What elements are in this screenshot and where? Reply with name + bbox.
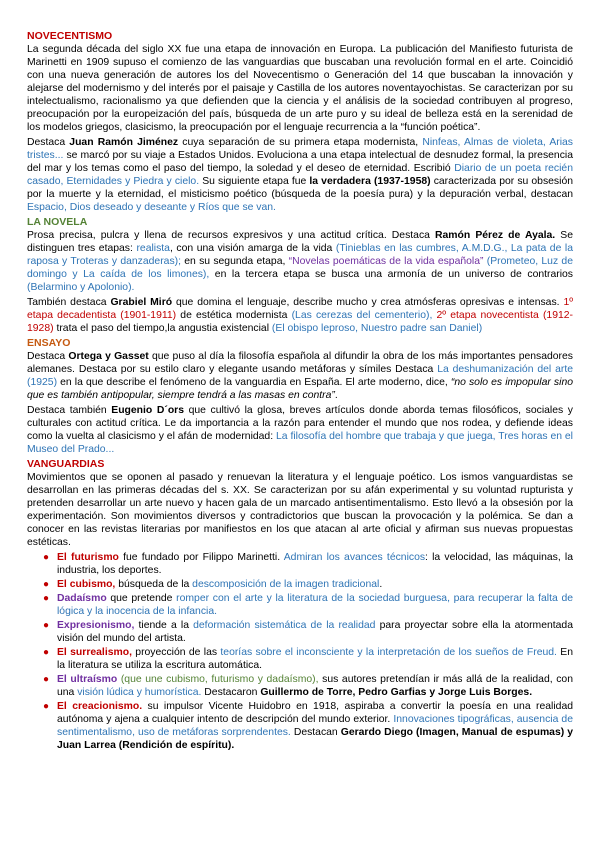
text: Destacaron (201, 687, 261, 698)
works-title: (Las cerezas del cementerio), (291, 310, 433, 321)
text: . (379, 579, 383, 590)
text: en su segunda etapa, (181, 256, 289, 267)
text: proyección de las (131, 647, 221, 658)
text: búsqueda de la (115, 579, 193, 590)
author-name: Eugenio D´ors (111, 405, 184, 416)
text: sus autores pretendían ir más allá de la realidad, con una (57, 674, 573, 698)
works-title: Espacio, Dios deseado y deseante y Ríos que se van. (27, 202, 276, 213)
paragraph-perez-de-ayala (27, 229, 573, 294)
bullet-icon: ● (43, 620, 50, 631)
text: en la tercera etapa se busca una armonía de un universo de contrarios (209, 269, 573, 280)
text: se marcó por su viaje a Estados Unidos. Evoluciona a una etapa intelectual de desnudez formal, la presencia del mar y los temas como el paso del tiempo, la soledad y el deseo de eternidad. Escribió (27, 150, 573, 174)
authors: Gerardo Diego (Imagen, Manual de espumas) y Juan Larrea (Rendición de espíritu). (57, 727, 573, 751)
movement-name: El futurismo (57, 552, 119, 563)
works-title: Diario de un poeta recién casado, Eternidades y Piedra y cielo. (27, 163, 573, 187)
movement-name: El cubismo, (57, 579, 116, 590)
key-idea: romper con el arte y la literatura de la sociedad burguesa, para recuperar la falta de lógica y la inocencia de la infancia. (57, 593, 573, 617)
heading-la-novela: LA NOVELA (27, 216, 88, 228)
text: , con una visión amarga de la vida (169, 243, 336, 254)
text: que pretende (106, 593, 177, 604)
stage-name: 2º etapa novecentista (1912-1928) (27, 310, 573, 334)
list-item (43, 673, 573, 699)
text: que cultivó la glosa, breves artículos donde aborda temas filosóficos, sociales y culturales con actitud crítica. Le da importancia a la razón para entender el mundo que nos rodea, y defiende ideas como la vuelta al clasicismo y el afán de modernidad: (27, 405, 573, 442)
key-idea: descomposición de la imagen tradicional (192, 579, 380, 590)
key-idea: Innovaciones tipográficas, ausencia de sentimentalismo, uso de metáforas sorprendentes. (57, 714, 573, 738)
author-name: Grabiel Miró (110, 297, 173, 308)
text: Destacan (290, 727, 341, 738)
works-title: La filosofía del hombre que trabaja y que juega, Tres horas en el Museo del Prado... (27, 431, 573, 455)
bullet-icon: ● (43, 701, 50, 712)
list-item (43, 551, 573, 577)
list-item (43, 592, 573, 618)
author-name: Ortega y Gasset (68, 351, 149, 362)
text: fue fundado por Filippo Marinetti. (118, 552, 284, 563)
paragraph-gabriel-miro (27, 296, 573, 335)
paragraph-juan-ramon-jimenez (27, 136, 573, 214)
text: trata el paso del tiempo,la angustia existencial (53, 323, 272, 334)
stage-name: la verdadera (1937-1958) (309, 176, 431, 187)
works-title: (El obispo leproso, Nuestro padre san Daniel) (271, 323, 483, 334)
text: de estética modernista (176, 310, 292, 321)
text: Destaca también (27, 405, 112, 416)
works-title: La deshumanización del arte (1925) (27, 364, 574, 388)
vanguardias-list (27, 551, 573, 752)
text: cuya separación de su primera etapa modernista, (178, 137, 423, 148)
bullet-icon: ● (43, 593, 50, 604)
text: tiende a la (134, 620, 194, 631)
movement-name: Expresionismo, (57, 620, 135, 631)
author-name: Ramón Pérez de Ayala. (435, 230, 556, 241)
bullet-icon: ● (43, 579, 50, 590)
document-page (27, 30, 573, 753)
list-item (43, 646, 573, 672)
works-title: (Belarmino y Apolonio). (27, 282, 135, 293)
works-title: (Prometeo, Luz de domingo y La caída de los limones), (27, 256, 573, 280)
text: Se distinguen tres etapas: (27, 230, 573, 254)
works-title: Ninfeas, Almas de violeta, Arias tristes... (27, 137, 574, 161)
list-item (43, 619, 573, 645)
text: que domina el lenguaje, describe mucho y crea atmósferas opresivas e intensas. (172, 297, 564, 308)
paragraph-ortega-y-gasset (27, 350, 573, 402)
text: : la velocidad, las máquinas, la industria, los deportes. (57, 552, 573, 576)
text: Destaca (27, 137, 70, 148)
quote: “no solo es impopular sino que es también antipopular, siempre tendrá a las masas en contra” (27, 377, 573, 401)
author-name: Juan Ramón Jiménez (69, 137, 179, 148)
key-idea: visión lúdica y humorística. (77, 687, 202, 698)
text: que puso al día la filosofía española al difundir la obra de los más importantes pensadores alemanes. Destaca por su estilo claro y elegante usando metáforas y símiles Destaca (27, 351, 573, 375)
text: para proyectar sobre ella la atormentada visión del mundo del artista. (57, 620, 573, 644)
stage-name: “Novelas poemáticas de la vida española” (288, 256, 484, 267)
text: en la que describe el fenómeno de la vanguardia en España. El arte moderno, dice, (57, 377, 451, 388)
paragraph-eugenio-dors (27, 404, 573, 456)
text: Destaca (27, 351, 69, 362)
movement-name: El surrealismo, (57, 647, 132, 658)
authors: Guillermo de Torre, Pedro Garfias y Jorge Luis Borges. (260, 687, 533, 698)
list-item (43, 578, 573, 591)
stage-name: 1º etapa decadentista (1901-1911) (27, 297, 574, 321)
text: En la literatura se utiliza la escritura automática. (57, 647, 573, 671)
works-title: (Tinieblas en las cumbres, A.M.D.G., La pata de la raposa y Troteras y danzaderas); (27, 243, 573, 267)
key-idea: deformación sistemática de la realidad (193, 620, 376, 631)
bullet-icon: ● (43, 647, 50, 658)
text: caracterizada por su obsesión por la muerte y la eternidad, el misticismo poético (búsqueda de la poesía pura) y la depuración verbal, destacan (27, 176, 573, 200)
text: . (334, 390, 338, 401)
text: Su siguiente etapa fue (199, 176, 310, 187)
movement-name: Dadaísmo (57, 593, 107, 604)
movement-name: El creacionismo. (57, 701, 143, 712)
heading-vanguardias: VANGUARDIAS (27, 458, 105, 470)
stage-name: realista (136, 243, 170, 254)
definition: (que une cubismo, futurismo y dadaísmo), (120, 674, 319, 685)
vanguardias-intro: Movimientos que se oponen al pasado y renuevan la literatura y el lenguaje poético. Los ismos vanguardistas se desarrollan en las primeras décadas del s. XX. Se caracterizan por su afán experimental y su voluntad rupturista y pretenden desarrollar un arte nuevo y hacen gala de un marcado antisentimentalismo. Esto llevó a la obsesión por la experimentación. Son movimientos diversos y contradictorios que buscan la provocación y la polémica. Se dan a conocer en las revistas literarias por manifiestos en los que atacan al arte oficial y afirman sus nuevas propuestas estéticas. (27, 472, 573, 548)
heading-novecentismo: NOVECENTISMO (27, 30, 113, 42)
key-idea: teorías sobre el inconsciente y la interpretación de los sueños de Freud. (220, 647, 557, 658)
text: su impulsor Vicente Huidobro en 1918, aspiraba a convertir la poesía en una realidad autónoma y ajena a cualquier intento de descripción del mundo exterior. (57, 701, 573, 725)
text: Prosa precisa, pulcra y llena de recursos expresivos y una actitud crítica. Destaca (27, 230, 436, 241)
text: También destaca (27, 297, 111, 308)
bullet-icon: ● (43, 552, 50, 563)
novecentismo-intro: La segunda década del siglo XX fue una etapa de innovación en Europa. La publicación del Manifiesto futurista de Marinetti en 1909 supuso el comienzo de las vanguardias que buscaban una revolución formal en el arte. Coincidió con una nueva generación de autores los del Novecentismo o Generación del 14 que buscaban la innovación y alejarse del modernismo y del interés por el paisaje y Castilla de los autores noventayochistas. Se caracterizan por su intelectualismo, racionalismo ya que defienden que la ciencia y el análisis de la sociedad contribuyen al progreso, preocupación por la europeización del país, búsqueda de un arte puro y su ideal de belleza está en la serenidad de los modelos griegos, clasicismo, la preocupación por el lenguaje recurrencia a la “función poética”. (27, 44, 573, 133)
key-idea: Admiran los avances técnicos (283, 552, 426, 563)
movement-name: El ultraísmo (57, 674, 118, 685)
list-item (43, 700, 573, 752)
bullet-icon: ● (43, 674, 50, 685)
heading-ensayo: ENSAYO (27, 337, 71, 349)
